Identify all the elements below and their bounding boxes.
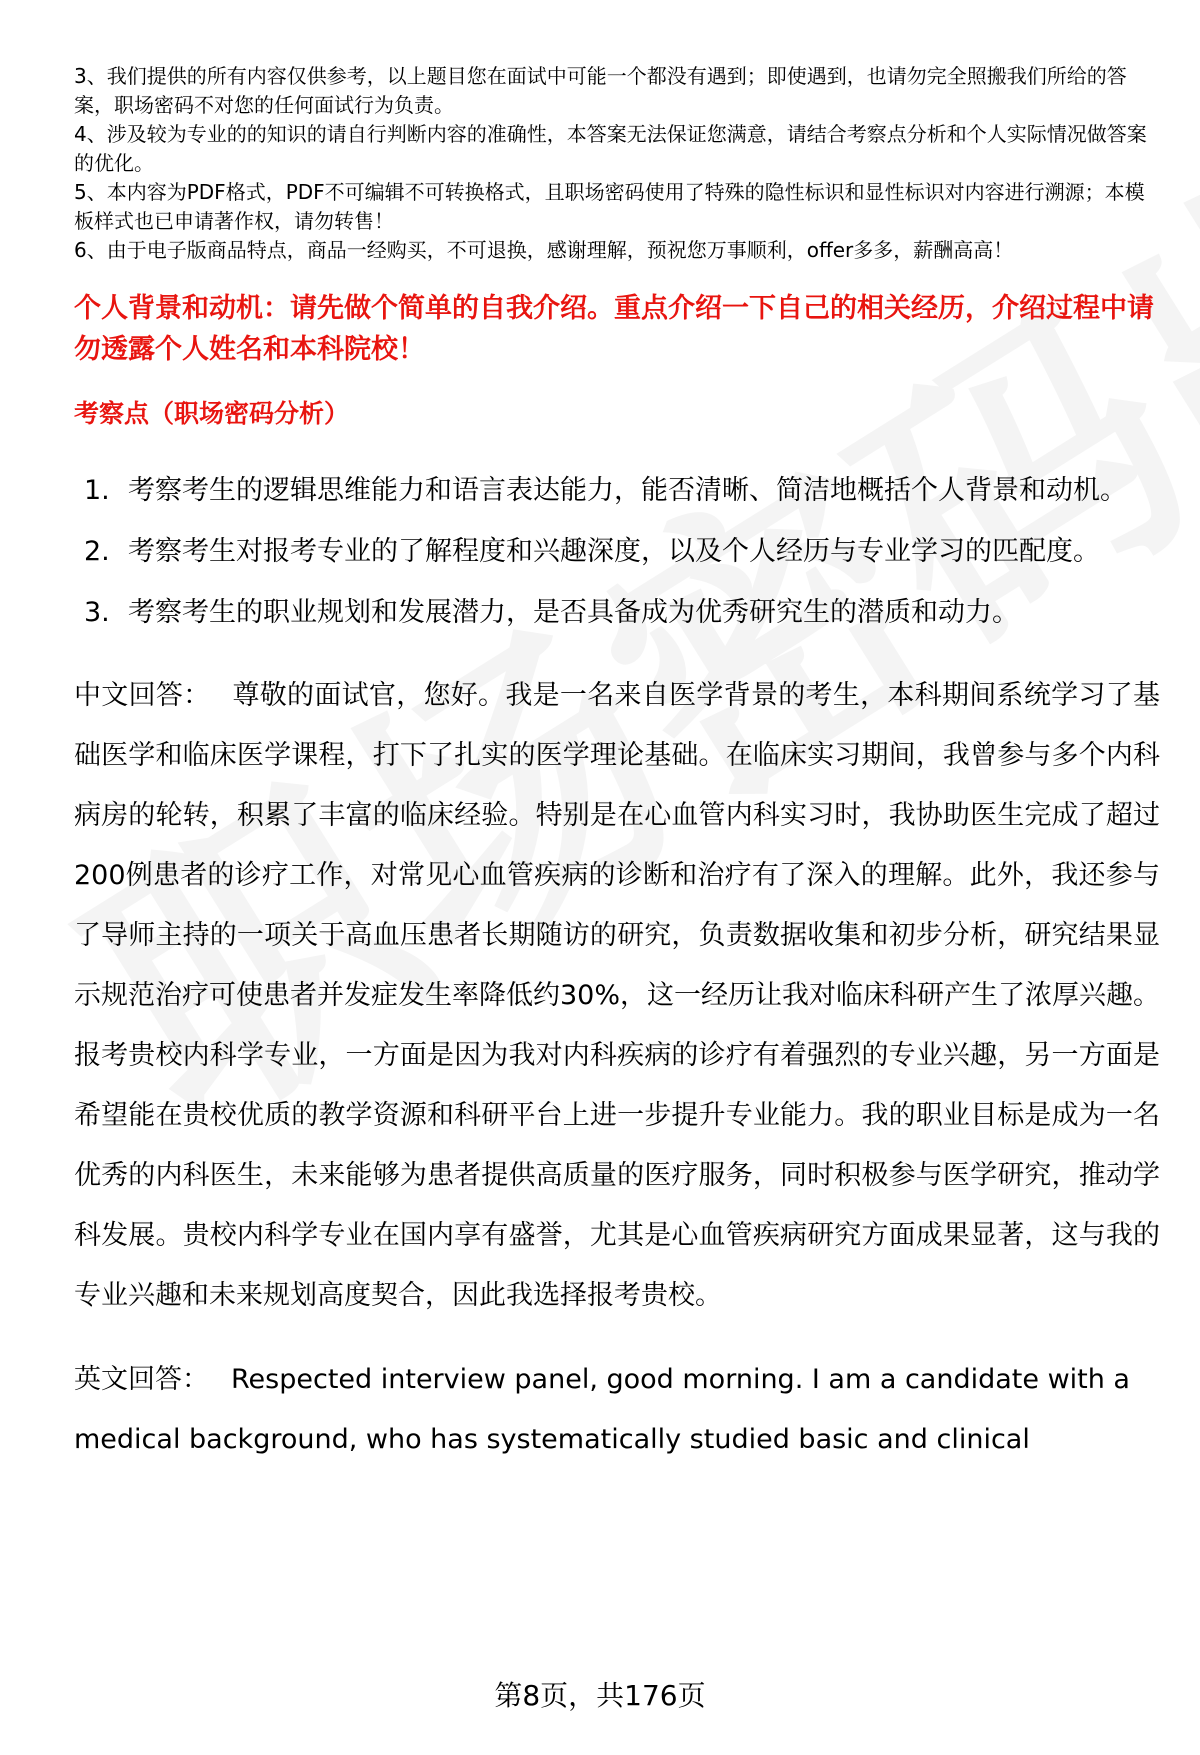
english-answer (74, 1350, 1160, 1470)
chinese-answer (74, 666, 1160, 1326)
focus-point-number: 3. (84, 597, 110, 628)
focus-point-text: 考察考生对报考专业的了解程度和兴趣深度，以及个人经历与专业学习的匹配度。 (128, 536, 1100, 567)
focus-point (74, 583, 1160, 642)
focus-point-text: 考察考生的逻辑思维能力和语言表达能力，能否清晰、简洁地概括个人背景和动机。 (128, 475, 1127, 506)
focus-point-text: 考察考生的职业规划和发展潜力，是否具备成为优秀研究生的潜质和动力。 (128, 597, 1019, 628)
note-item: 6、由于电子版商品特点，商品一经购买，不可退换，感谢理解，预祝您万事顺利，offer多多，薪酬高高！ (74, 238, 1014, 262)
question-heading: 个人背景和动机：请先做个简单的自我介绍。重点介绍一下自己的相关经历，介绍过程中请勿透露个人姓名和本科院校！ (74, 293, 1154, 365)
page-number: 第8页，共176页 (494, 1679, 706, 1712)
notes-section (74, 62, 1160, 265)
note-item: 5、本内容为PDF格式，PDF不可编辑不可转换格式，且职场密码使用了特殊的隐性标识和显性标识对内容进行溯源；本模板样式也已申请著作权，请勿转售！ (74, 180, 1145, 233)
english-answer-text: Respected interview panel, good morning. I am a candidate with a medical background, who has systematically studied basic and clinical (74, 1364, 1130, 1455)
page-content (74, 62, 1160, 1470)
chinese-answer-text: 尊敬的面试官，您好。我是一名来自医学背景的考生，本科期间系统学习了基础医学和临床医学课程，打下了扎实的医学理论基础。在临床实习期间，我曾参与多个内科病房的轮转，积累了丰富的临床经验。特别是在心血管内科实习时，我协助医生完成了超过200例患者的诊疗工作，对常见心血管疾病的诊断和治疗有了深入的理解。此外，我还参与了导师主持的一项关于高血压患者长期随访的研究，负责数据收集和初步分析，研究结果显示规范治疗可使患者并发症发生率降低约30%，这一经历让我对临床科研产生了浓厚兴趣。报考贵校内科学专业，一方面是因为我对内科疾病的诊疗有着强烈的专业兴趣，另一方面是希望能在贵校优质的教学资源和科研平台上进一步提升专业能力。我的职业目标是成为一名优秀的内科医生，未来能够为患者提供高质量的医疗服务，同时积极参与医学研究，推动学科发展。贵校内科学专业在国内享有盛誉，尤其是心血管疾病研究方面成果显著，这与我的专业兴趣和未来规划高度契合，因此我选择报考贵校。 (74, 680, 1161, 1311)
english-answer-label: 英文回答： (74, 1364, 209, 1395)
note-item: 3、我们提供的所有内容仅供参考，以上题目您在面试中可能一个都没有遇到；即使遇到，也请勿完全照搬我们所给的答案，职场密码不对您的任何面试行为负责。 (74, 64, 1127, 117)
focus-points-list (74, 461, 1160, 642)
focus-point (74, 461, 1160, 520)
focus-heading: 考察点（职场密码分析） (74, 399, 350, 428)
chinese-answer-label: 中文回答： (74, 680, 211, 711)
focus-point-number: 1. (84, 475, 110, 506)
focus-point (74, 522, 1160, 581)
focus-point-number: 2. (84, 536, 110, 567)
note-item: 4、涉及较为专业的的知识的请自行判断内容的准确性，本答案无法保证您满意，请结合考察点分析和个人实际情况做答案的优化。 (74, 122, 1147, 175)
